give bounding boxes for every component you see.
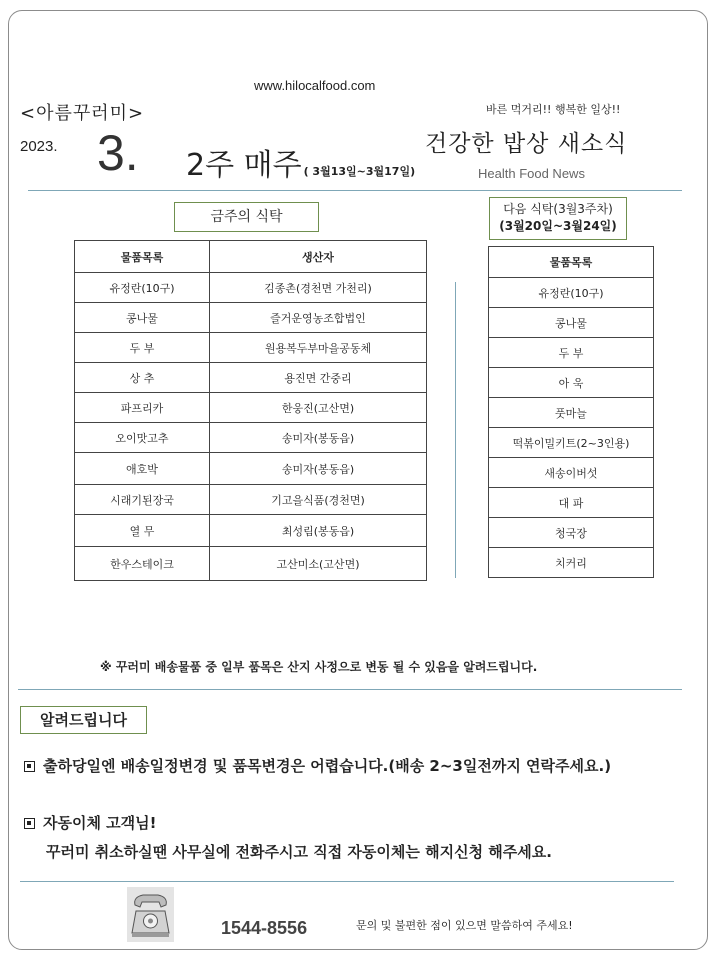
- producer-cell: 즐거운영농조합법인: [210, 303, 427, 333]
- table-row: [489, 338, 654, 368]
- column-header-producer: 생산자: [210, 241, 427, 273]
- item-name-cell: 유정란(10구): [75, 273, 210, 303]
- next-week-table: [488, 246, 654, 578]
- table-row: [489, 518, 654, 548]
- item-name-cell: 파프리카: [75, 393, 210, 423]
- item-name-cell: 치커리: [489, 548, 654, 578]
- table-row: [75, 423, 427, 453]
- item-name-cell: 청국장: [489, 518, 654, 548]
- item-name-cell: 애호박: [75, 453, 210, 485]
- table-row: [489, 548, 654, 578]
- table-row: [75, 303, 427, 333]
- column-header-items: 물품목록: [489, 247, 654, 278]
- item-name-cell: 새송이버섯: [489, 458, 654, 488]
- producer-cell: 고산미소(고산면): [210, 547, 427, 581]
- table-row: [489, 368, 654, 398]
- this-week-table: [74, 240, 427, 581]
- issue-year: 2023.: [20, 138, 58, 155]
- item-name-cell: 콩나물: [489, 308, 654, 338]
- notice-divider: [18, 689, 682, 690]
- announcement-item-1: [24, 755, 611, 776]
- brand-name: <아름꾸러미>: [20, 103, 145, 124]
- producer-cell: 송미자(봉동읍): [210, 423, 427, 453]
- telephone-icon: [127, 887, 174, 942]
- slogan: 바른 먹거리!! 행복한 일상!!: [486, 103, 621, 116]
- producer-cell: 원용복두부마을공동체: [210, 333, 427, 363]
- announcements-label: 알려드립니다: [20, 706, 147, 734]
- table-row: [489, 488, 654, 518]
- item-name-cell: 한우스테이크: [75, 547, 210, 581]
- table-row: [489, 278, 654, 308]
- checkbox-square-icon: [24, 761, 35, 772]
- producer-cell: 한웅진(고산면): [210, 393, 427, 423]
- announcement-title-2: 자동이체 고객님!: [43, 814, 157, 832]
- announcement-item-2: [24, 812, 157, 833]
- producer-cell: 최성림(봉동읍): [210, 515, 427, 547]
- table-row: [489, 308, 654, 338]
- table-header-row: [75, 241, 427, 273]
- table-header-row: [489, 247, 654, 278]
- table-row: [75, 393, 427, 423]
- producer-cell: 기고을식품(경천면): [210, 485, 427, 515]
- news-subtitle: Health Food News: [478, 166, 585, 181]
- next-week-label: [489, 197, 627, 240]
- supply-notice: ※ 꾸러미 배송물품 중 일부 품목은 산지 사정으로 변동 될 수 있음을 알려드립니다.: [100, 660, 538, 674]
- table-row: [75, 273, 427, 303]
- item-name-cell: 콩나물: [75, 303, 210, 333]
- item-name-cell: 시래기된장국: [75, 485, 210, 515]
- issue-week: [186, 148, 416, 183]
- table-row: [75, 485, 427, 515]
- producer-cell: 송미자(봉동읍): [210, 453, 427, 485]
- announcement-text-1: 출하당일엔 배송일정변경 및 품목변경은 어렵습니다.(배송 2~3일전까지 연락주세요.): [43, 757, 612, 775]
- producer-cell: 김종촌(경천면 가천리): [210, 273, 427, 303]
- website-url[interactable]: www.hilocalfood.com: [254, 78, 376, 93]
- footer-divider: [20, 881, 674, 882]
- phone-number[interactable]: 1544-8556: [221, 918, 308, 938]
- table-row: [489, 398, 654, 428]
- contact-text: 문의 및 불편한 점이 있으면 말씀하여 주세요!: [356, 919, 573, 932]
- item-name-cell: 풋마늘: [489, 398, 654, 428]
- issue-month: 3.: [97, 125, 139, 181]
- announcement-text-2: 꾸러미 취소하실땐 사무실에 전화주시고 직접 자동이체는 해지신청 해주세요.: [46, 843, 552, 861]
- table-row: [489, 428, 654, 458]
- item-name-cell: 오이맛고추: [75, 423, 210, 453]
- next-week-label-line2: (3월20일~3월24일): [499, 219, 617, 233]
- column-divider: [455, 282, 456, 578]
- table-row: [75, 333, 427, 363]
- item-name-cell: 아 욱: [489, 368, 654, 398]
- item-name-cell: 열 무: [75, 515, 210, 547]
- header-divider: [28, 190, 682, 191]
- checkbox-square-icon: [24, 818, 35, 829]
- item-name-cell: 두 부: [75, 333, 210, 363]
- table-row: [489, 458, 654, 488]
- table-row: [75, 453, 427, 485]
- item-name-cell: 대 파: [489, 488, 654, 518]
- column-header-items: 물품목록: [75, 241, 210, 273]
- table-row: [75, 515, 427, 547]
- item-name-cell: 두 부: [489, 338, 654, 368]
- table-row: [75, 363, 427, 393]
- item-name-cell: 유정란(10구): [489, 278, 654, 308]
- item-name-cell: 떡볶이밀키트(2~3인용): [489, 428, 654, 458]
- next-week-label-line1: 다음 식탁(3월3주차): [503, 202, 613, 216]
- producer-cell: 용진면 간중리: [210, 363, 427, 393]
- table-row: [75, 547, 427, 581]
- news-title: 건강한 밥상 새소식: [425, 131, 628, 157]
- item-name-cell: 상 추: [75, 363, 210, 393]
- week-label: 2주 매주: [186, 148, 302, 183]
- date-range: ( 3월13일~3월17일): [303, 165, 416, 178]
- this-week-label: 금주의 식탁: [174, 202, 319, 232]
